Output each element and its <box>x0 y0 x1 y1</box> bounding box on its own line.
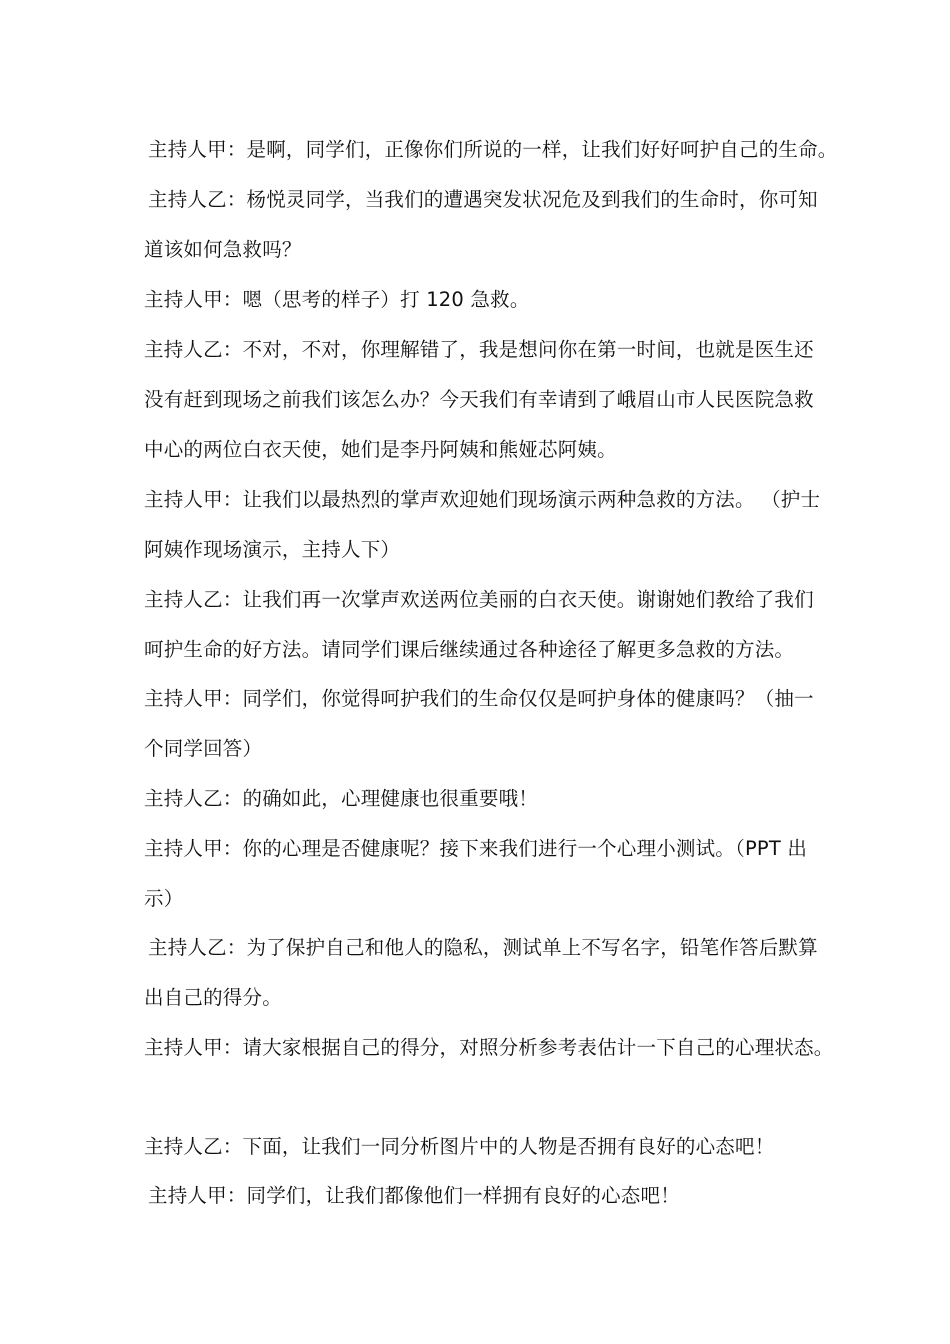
text-line: 主持人甲：让我们以最热烈的掌声欢迎她们现场演示两种急救的方法。 （护士 <box>144 488 821 511</box>
text-line: 出自己的得分。 <box>144 986 282 1009</box>
text-line: 主持人甲：同学们，你觉得呵护我们的生命仅仅是呵护身体的健康吗？（抽一 <box>144 687 814 710</box>
text-line: 道该如何急救吗？ <box>144 238 302 261</box>
text-line: 主持人甲：请大家根据自己的得分，对照分析参考表估计一下自己的心理状态。 <box>144 1036 834 1059</box>
text-line: 主持人甲：同学们，让我们都像他们一样拥有良好的心态吧！ <box>148 1184 680 1207</box>
text-line: 中心的两位白衣天使，她们是李丹阿姨和熊娅芯阿姨。 <box>144 438 617 461</box>
text-line: 没有赶到现场之前我们该怎么办？今天我们有幸请到了峨眉山市人民医院急救 <box>144 388 814 411</box>
text-line: 个同学回答） <box>144 737 263 760</box>
text-line: 主持人甲：嗯（思考的样子）打 120 急救。 <box>144 288 530 311</box>
text-line: 主持人乙：不对，不对，你理解错了，我是想问你在第一时间，也就是医生还 <box>144 338 814 361</box>
text-line: 主持人甲：你的心理是否健康呢？接下来我们进行一个心理小测试。（PPT 出 <box>144 837 808 860</box>
text-line: 主持人乙：让我们再一次掌声欢送两位美丽的白衣天使。谢谢她们教给了我们 <box>144 588 814 611</box>
text-line: 主持人乙：下面，让我们一同分析图片中的人物是否拥有良好的心态吧！ <box>144 1135 775 1158</box>
text-line: 示） <box>144 887 184 910</box>
text-line: 主持人乙：的确如此，心理健康也很重要哦！ <box>144 787 539 810</box>
text-line: 呵护生命的好方法。请同学们课后继续通过各种途径了解更多急救的方法。 <box>144 638 795 661</box>
text-line: 主持人乙：杨悦灵同学，当我们的遭遇突发状况危及到我们的生命时，你可知 <box>148 188 818 211</box>
text-line: 阿姨作现场演示，主持人下） <box>144 538 401 561</box>
text-line: 主持人甲：是啊，同学们，正像你们所说的一样，让我们好好呵护自己的生命。 <box>148 138 838 161</box>
text-line: 主持人乙：为了保护自己和他人的隐私，测试单上不写名字，铅笔作答后默算 <box>148 936 818 959</box>
